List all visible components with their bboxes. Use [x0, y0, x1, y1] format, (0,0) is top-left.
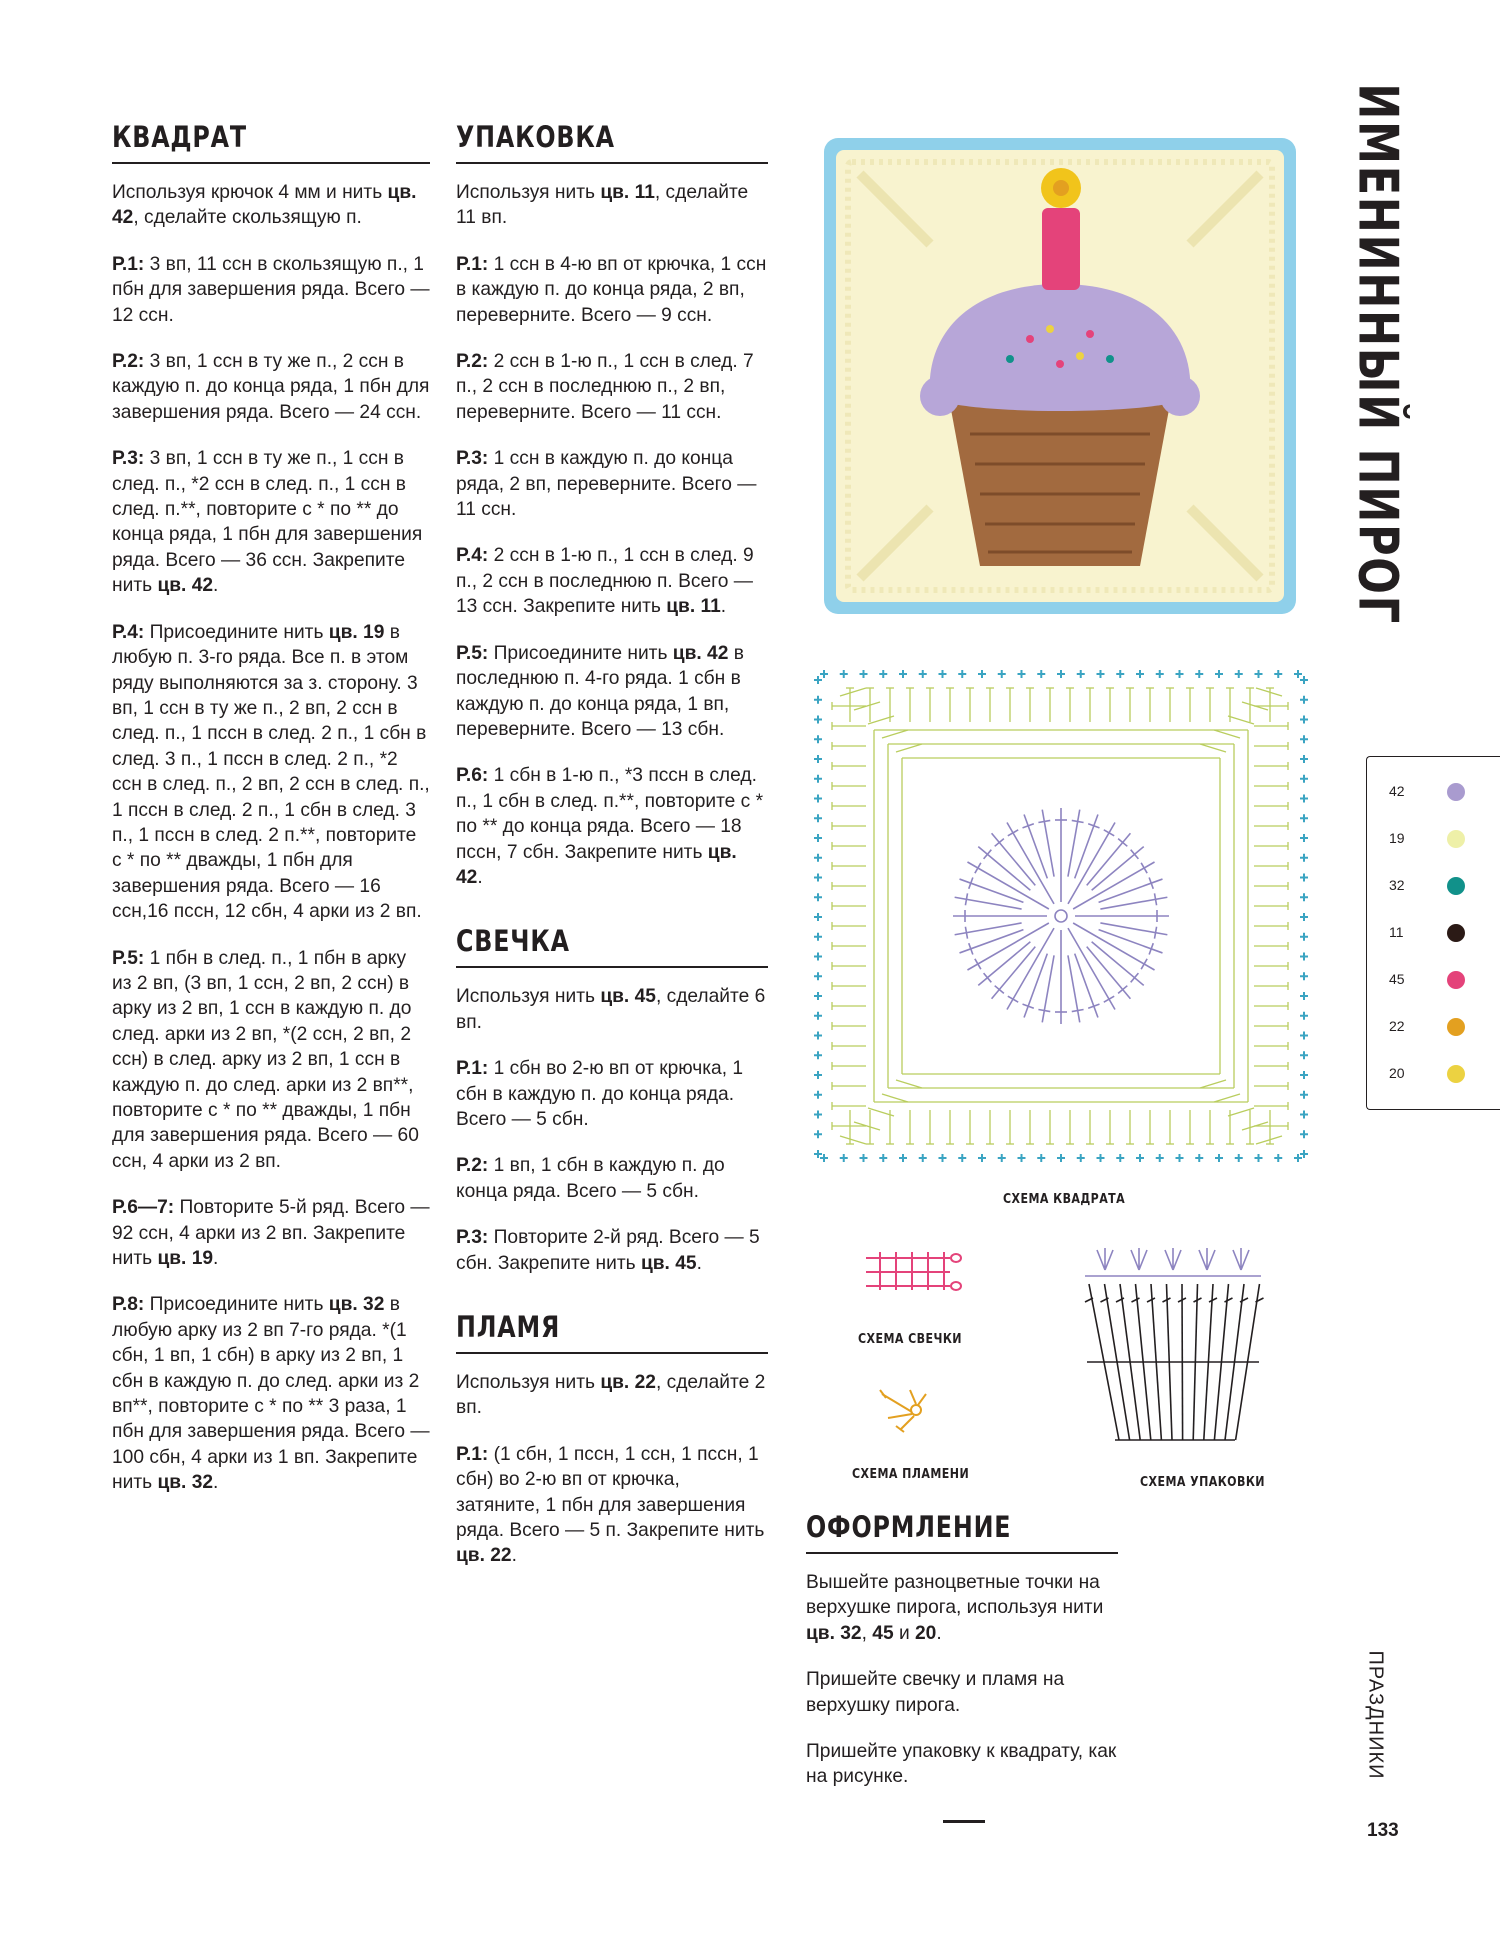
plamya-intro: Используя нить цв. 22, сделайте 2 вп.: [456, 1372, 766, 1419]
upakovka-row-6: Р.6: 1 сбн в 1-ю п., *3 пссн в след. п., 1 сбн в след. п.**, повторите с * по ** до конца ряда. Всего — 18 пссн, 7 сбн. Закрепите нить цв. 42.: [456, 765, 764, 888]
upakovka-row-5: Р.5: Присоедините нить цв. 42 в последнюю п. 4-го ряда. 1 сбн в каждую п. до конца ряда, 1 вп, переверните. Всего — 13 сбн.: [456, 642, 744, 740]
legend-code: 32: [1389, 877, 1405, 893]
upakovka-row-4: Р.4: 2 ссн в 1-ю п., 1 ссн в след. 9 п., 2 ссн в последнюю п. Всего — 13 ссн. Закрепите нить цв. 11.: [456, 545, 754, 618]
kvadrat-row-2: Р.2: 3 вп, 1 ссн в ту же п., 2 ссн в каждую п. до конца ряда, 1 пбн для завершения ряда. Всего — 24 ссн.: [112, 351, 430, 423]
heading-rule: [456, 1352, 768, 1354]
svechka-intro: Используя нить цв. 45, сделайте 6 вп.: [456, 986, 766, 1033]
column-kvadrat: [112, 120, 430, 1517]
upakovka-row-1: Р.1: 1 ссн в 4-ю вп от крючка, 1 ссн в каждую п. до конца ряда, 2 вп, переверните. Всего — 9 ссн.: [456, 253, 767, 326]
section-label: ПРАЗДНИКИ: [1364, 1650, 1387, 1780]
caption-flame-diagram: СХЕМА ПЛАМЕНИ: [852, 1467, 970, 1482]
column-upakovka: [456, 120, 768, 1590]
legend-swatch: [1447, 1018, 1465, 1036]
kvadrat-row-8: Р.8: Присоедините нить цв. 32 в любую арку из 2 вп 7-го ряда. *(1 сбн, 1 вп, 1 сбн) в арку из 2 вп, 1 сбн в каждую п. до след. арки из 2 вп**, повторите с * по ** 3 раза, 1 пбн для завершения ряда. Всего — 100 сбн, 4 арки из 1 вп. Закрепите нить цв. 32.: [112, 1294, 430, 1494]
legend-code: 22: [1389, 1018, 1405, 1034]
heading-svechka: СВЕЧКА: [456, 924, 570, 959]
page-title: ИМЕНИННЫЙ ПИРОГ: [1346, 83, 1410, 625]
kvadrat-row-4: Р.4: Присоедините нить цв. 19 в любую п. 3-го ряда. Все п. в этом ряду выполняются за з. сторону. 3 вп, 1 ссн в ту же п., 2 вп, 2 ссн в след. п., 1 пссн в след. 2 п., 1 сбн в след. 3 п., 1 пссн в след. 2 п., *2 ссн в след. п., 2 вп, 2 ссн в след. п., 1 пссн в след. 2 п., 1 сбн в след. 3 п., 1 пссн в след. 2 п.**, повторите с * по ** дважды, 1 пбн для завершения ряда. Всего — 16 ссн,16 пссн, 12 сбн, 4 арки из 2 вп.: [112, 621, 430, 923]
heading-rule: [806, 1552, 1118, 1554]
heading-kvadrat: КВАДРАТ: [112, 120, 247, 154]
legend-swatch: [1447, 971, 1465, 989]
kvadrat-row-6-7: Р.6—7: Повторите 5-й ряд. Всего — 92 ссн, 4 арки из 2 вп. Закрепите нить цв. 19.: [112, 1197, 430, 1270]
caption-candle-diagram: СХЕМА СВЕЧКИ: [858, 1332, 962, 1347]
cupcake-wrapper: [950, 404, 1170, 566]
legend-code: 20: [1389, 1065, 1405, 1081]
upakovka-row-3: Р.3: 1 ссн в каждую п. до конца ряда, 2 вп, переверните. Всего — 11 ссн.: [456, 448, 757, 521]
upakovka-row-2: Р.2: 2 ссн в 1-ю п., 1 ссн в след. 7 п., 2 ссн в последнюю п., 2 вп, переверните. Всего — 11 ссн.: [456, 351, 754, 423]
heading-upakovka: УПАКОВКА: [456, 120, 615, 154]
heading-rule: [112, 162, 430, 164]
kvadrat-row-1: Р.1: 3 вп, 11 ссн в скользящую п., 1 пбн для завершения ряда. Всего — 12 ссн.: [112, 253, 430, 326]
kvadrat-row-3: Р.3: 3 вп, 1 ссн в ту же п., 1 ссн в след. п., *2 ссн в след. п., 1 ссн в след. п.**, повторите с * по ** до конца ряда, 1 пбн для завершения ряда. Всего — 36 ссн. Закрепите нить цв. 42.: [112, 448, 423, 597]
legend-swatch: [1447, 783, 1465, 801]
heading-rule: [456, 966, 768, 968]
oformlenie-p3: Пришейте упаковку к квадрату, как на рисунке.: [806, 1741, 1117, 1788]
legend-swatch: [1447, 1065, 1465, 1083]
heading-plamya: ПЛАМЯ: [456, 1310, 561, 1344]
svechka-row-3: Р.3: Повторите 2-й ряд. Всего — 5 сбн. Закрепите нить цв. 45.: [456, 1227, 760, 1274]
legend-code: 42: [1389, 783, 1405, 799]
plamya-row-1: Р.1: (1 сбн, 1 пссн, 1 ссн, 1 пссн, 1 сбн) во 2-ю вп от крючка, затяните, 1 пбн для завершения ряда. Всего — 5 п. Закрепите нить цв. 22.: [456, 1443, 765, 1567]
legend-swatch: [1447, 830, 1465, 848]
cupcake-square-photo: [820, 134, 1300, 618]
upakovka-intro: Используя нить цв. 11, сделайте 11 вп.: [456, 182, 749, 229]
kvadrat-row-5: Р.5: 1 пбн в след. п., 1 пбн в арку из 2 вп, (3 вп, 1 ссн, 2 вп, 2 ссн) в арку из 2 вп, 1 ссн в каждую п. до след. арки из 2 вп, *(2 ссн, 2 вп, 2 ссн) в след. арку из 2 вп, 1 ссн в каждую п. до след. арки из 2 вп**, повторите с * по ** дважды, 1 пбн для завершения ряда. Всего — 60 ссн, 4 арки из 2 вп.: [112, 947, 419, 1172]
legend-code: 11: [1389, 924, 1404, 940]
svechka-row-2: Р.2: 1 вп, 1 сбн в каждую п. до конца ряда. Всего — 5 сбн.: [456, 1155, 725, 1202]
candle-diagram: [858, 1246, 964, 1294]
legend-code: 45: [1389, 971, 1405, 987]
caption-square-diagram: СХЕМА КВАДРАТА: [1003, 1192, 1126, 1207]
square-diagram: [810, 666, 1312, 1166]
candle: [1042, 208, 1080, 290]
oformlenie-p1: Вышейте разноцветные точки на верхушке пирога, используя нити цв. 32, 45 и 20.: [806, 1572, 1104, 1644]
caption-wrapper-diagram: СХЕМА УПАКОВКИ: [1140, 1475, 1265, 1490]
kvadrat-intro: Используя крючок 4 мм и нить цв. 42, сделайте скользящую п.: [112, 182, 417, 229]
page-dash: [943, 1820, 985, 1823]
legend-swatch: [1447, 877, 1465, 895]
column-oformlenie: [806, 1510, 1118, 1811]
flame-diagram: [870, 1384, 932, 1434]
heading-oformlenie: ОФОРМЛЕНИЕ: [806, 1510, 1012, 1544]
page-number: 133: [1367, 1820, 1399, 1841]
heading-rule: [456, 162, 768, 164]
color-legend: [1366, 756, 1500, 1110]
oformlenie-p2: Пришейте свечку и пламя на верхушку пирога.: [806, 1669, 1065, 1716]
svechka-row-1: Р.1: 1 сбн во 2-ю вп от крючка, 1 сбн в каждую п. до конца ряда. Всего — 5 сбн.: [456, 1058, 744, 1130]
wrapper-diagram: [1075, 1240, 1271, 1460]
legend-code: 19: [1389, 830, 1405, 846]
legend-swatch: [1447, 924, 1465, 942]
